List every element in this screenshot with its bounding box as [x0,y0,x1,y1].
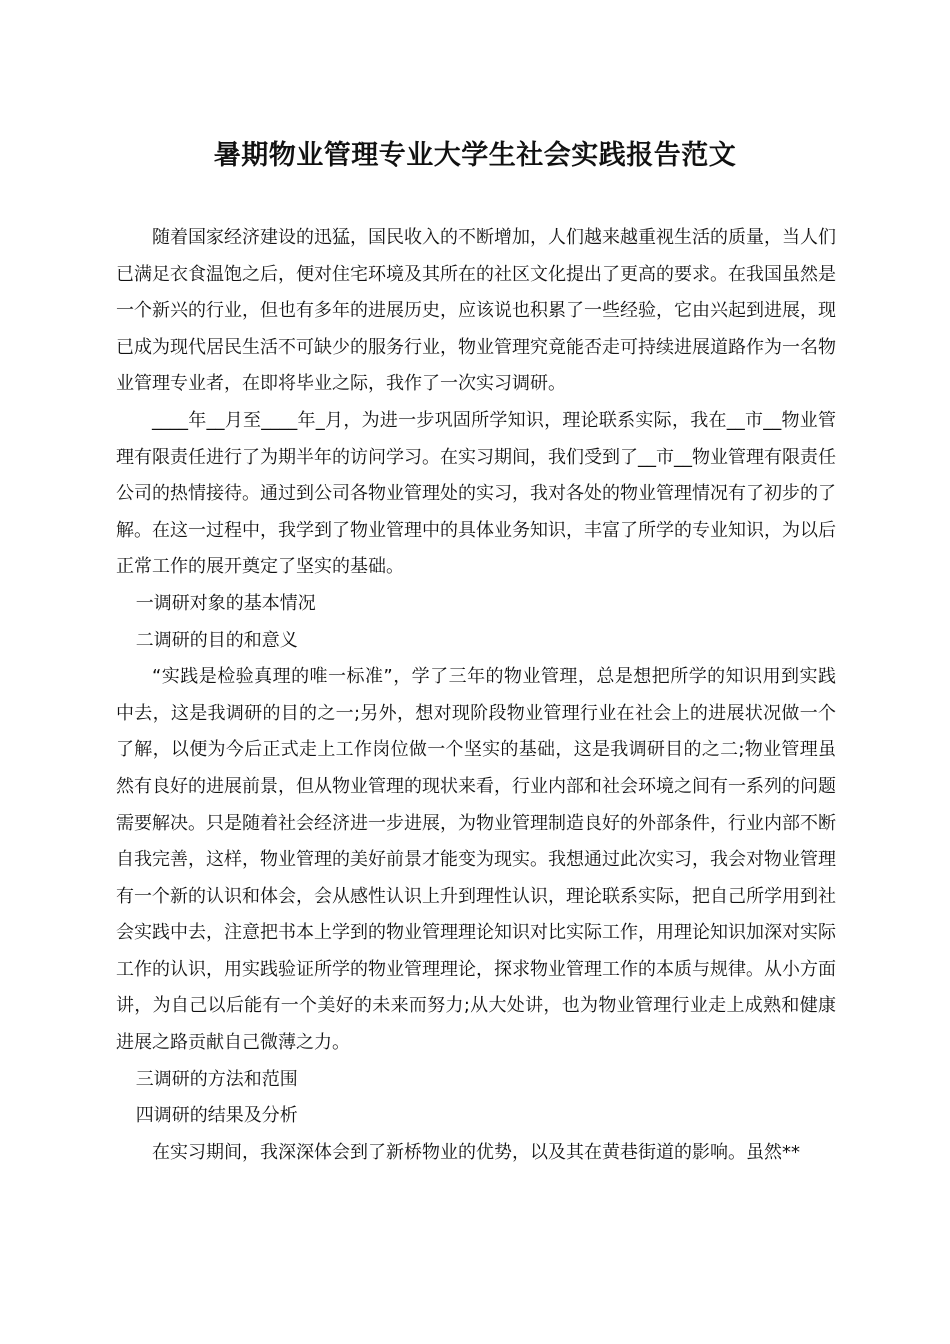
section-heading-basic-info: 一调研对象的基本情况 [135,592,316,614]
paragraph-results: 在实习期间，我深深体会到了新桥物业的优势，以及其在黄巷街道的影响。虽然** [152,1141,800,1163]
document-body [116,220,836,1171]
paragraph-internship-period: ____年__月至____年_月，为进一步巩固所学知识，理论联系实际，我在__市__物业管理有限责任进行了为期半年的访问学习。在实习期间，我们受到了__市__物业管理有限责任公司的热情接待。通过到公司各物业管理处的实习，我对各处的物业管理情况有了初步的了解。在这一过程中，我学到了物业管理中的具体业务知识，丰富了所学的专业知识，为以后正常工作的展开奠定了坚实的基础。 [116,409,836,578]
document-title: 暑期物业管理专业大学生社会实践报告范文 [213,140,737,171]
section-heading-purpose: 二调研的目的和意义 [135,629,298,651]
paragraph-purpose: “实践是检验真理的唯一标准”，学了三年的物业管理，总是想把所学的知识用到实践中去，这是我调研的目的之一;另外，想对现阶段物业管理行业在社会上的进展状况做一个了解，以便为今后正式走上工作岗位做一个坚实的基础，这是我调研目的之二;物业管理虽然有良好的进展前景，但从物业管理的现状来看，行业内部和社会环境之间有一系列的问题需要解决。只是随着社会经济进一步进展，为物业管理制造良好的外部条件，行业内部不断自我完善，这样，物业管理的美好前景才能变为现实。我想通过此次实习，我会对物业管理有一个新的认识和体会，会从感性认识上升到理性认识，理论联系实际，把自己所学用到社会实践中去，注意把书本上学到的物业管理理论知识对比实际工作，用理论知识加深对实际工作的认识，用实践验证所学的物业管理理论，探求物业管理工作的本质与规律。从小方面讲，为自己以后能有一个美好的未来而努力;从大处讲，也为物业管理行业走上成熟和健康进展之路贡献自己微薄之力。 [116,666,836,1054]
paragraph-intro: 随着国家经济建设的迅猛，国民收入的不断增加，人们越来越重视生活的质量，当人们已满足衣食温饱之后，便对住宅环境及其所在的社区文化提出了更高的要求。在我国虽然是一个新兴的行业，但也有多年的进展历史，应该说也积累了一些经验，它由兴起到进展，现已成为现代居民生活不可缺少的服务行业，物业管理究竟能否走可持续进展道路作为一名物业管理专业者，在即将毕业之际，我作了一次实习调研。 [116,227,836,395]
section-heading-results: 四调研的结果及分析 [135,1105,298,1127]
section-heading-method: 三调研的方法和范围 [135,1068,298,1090]
